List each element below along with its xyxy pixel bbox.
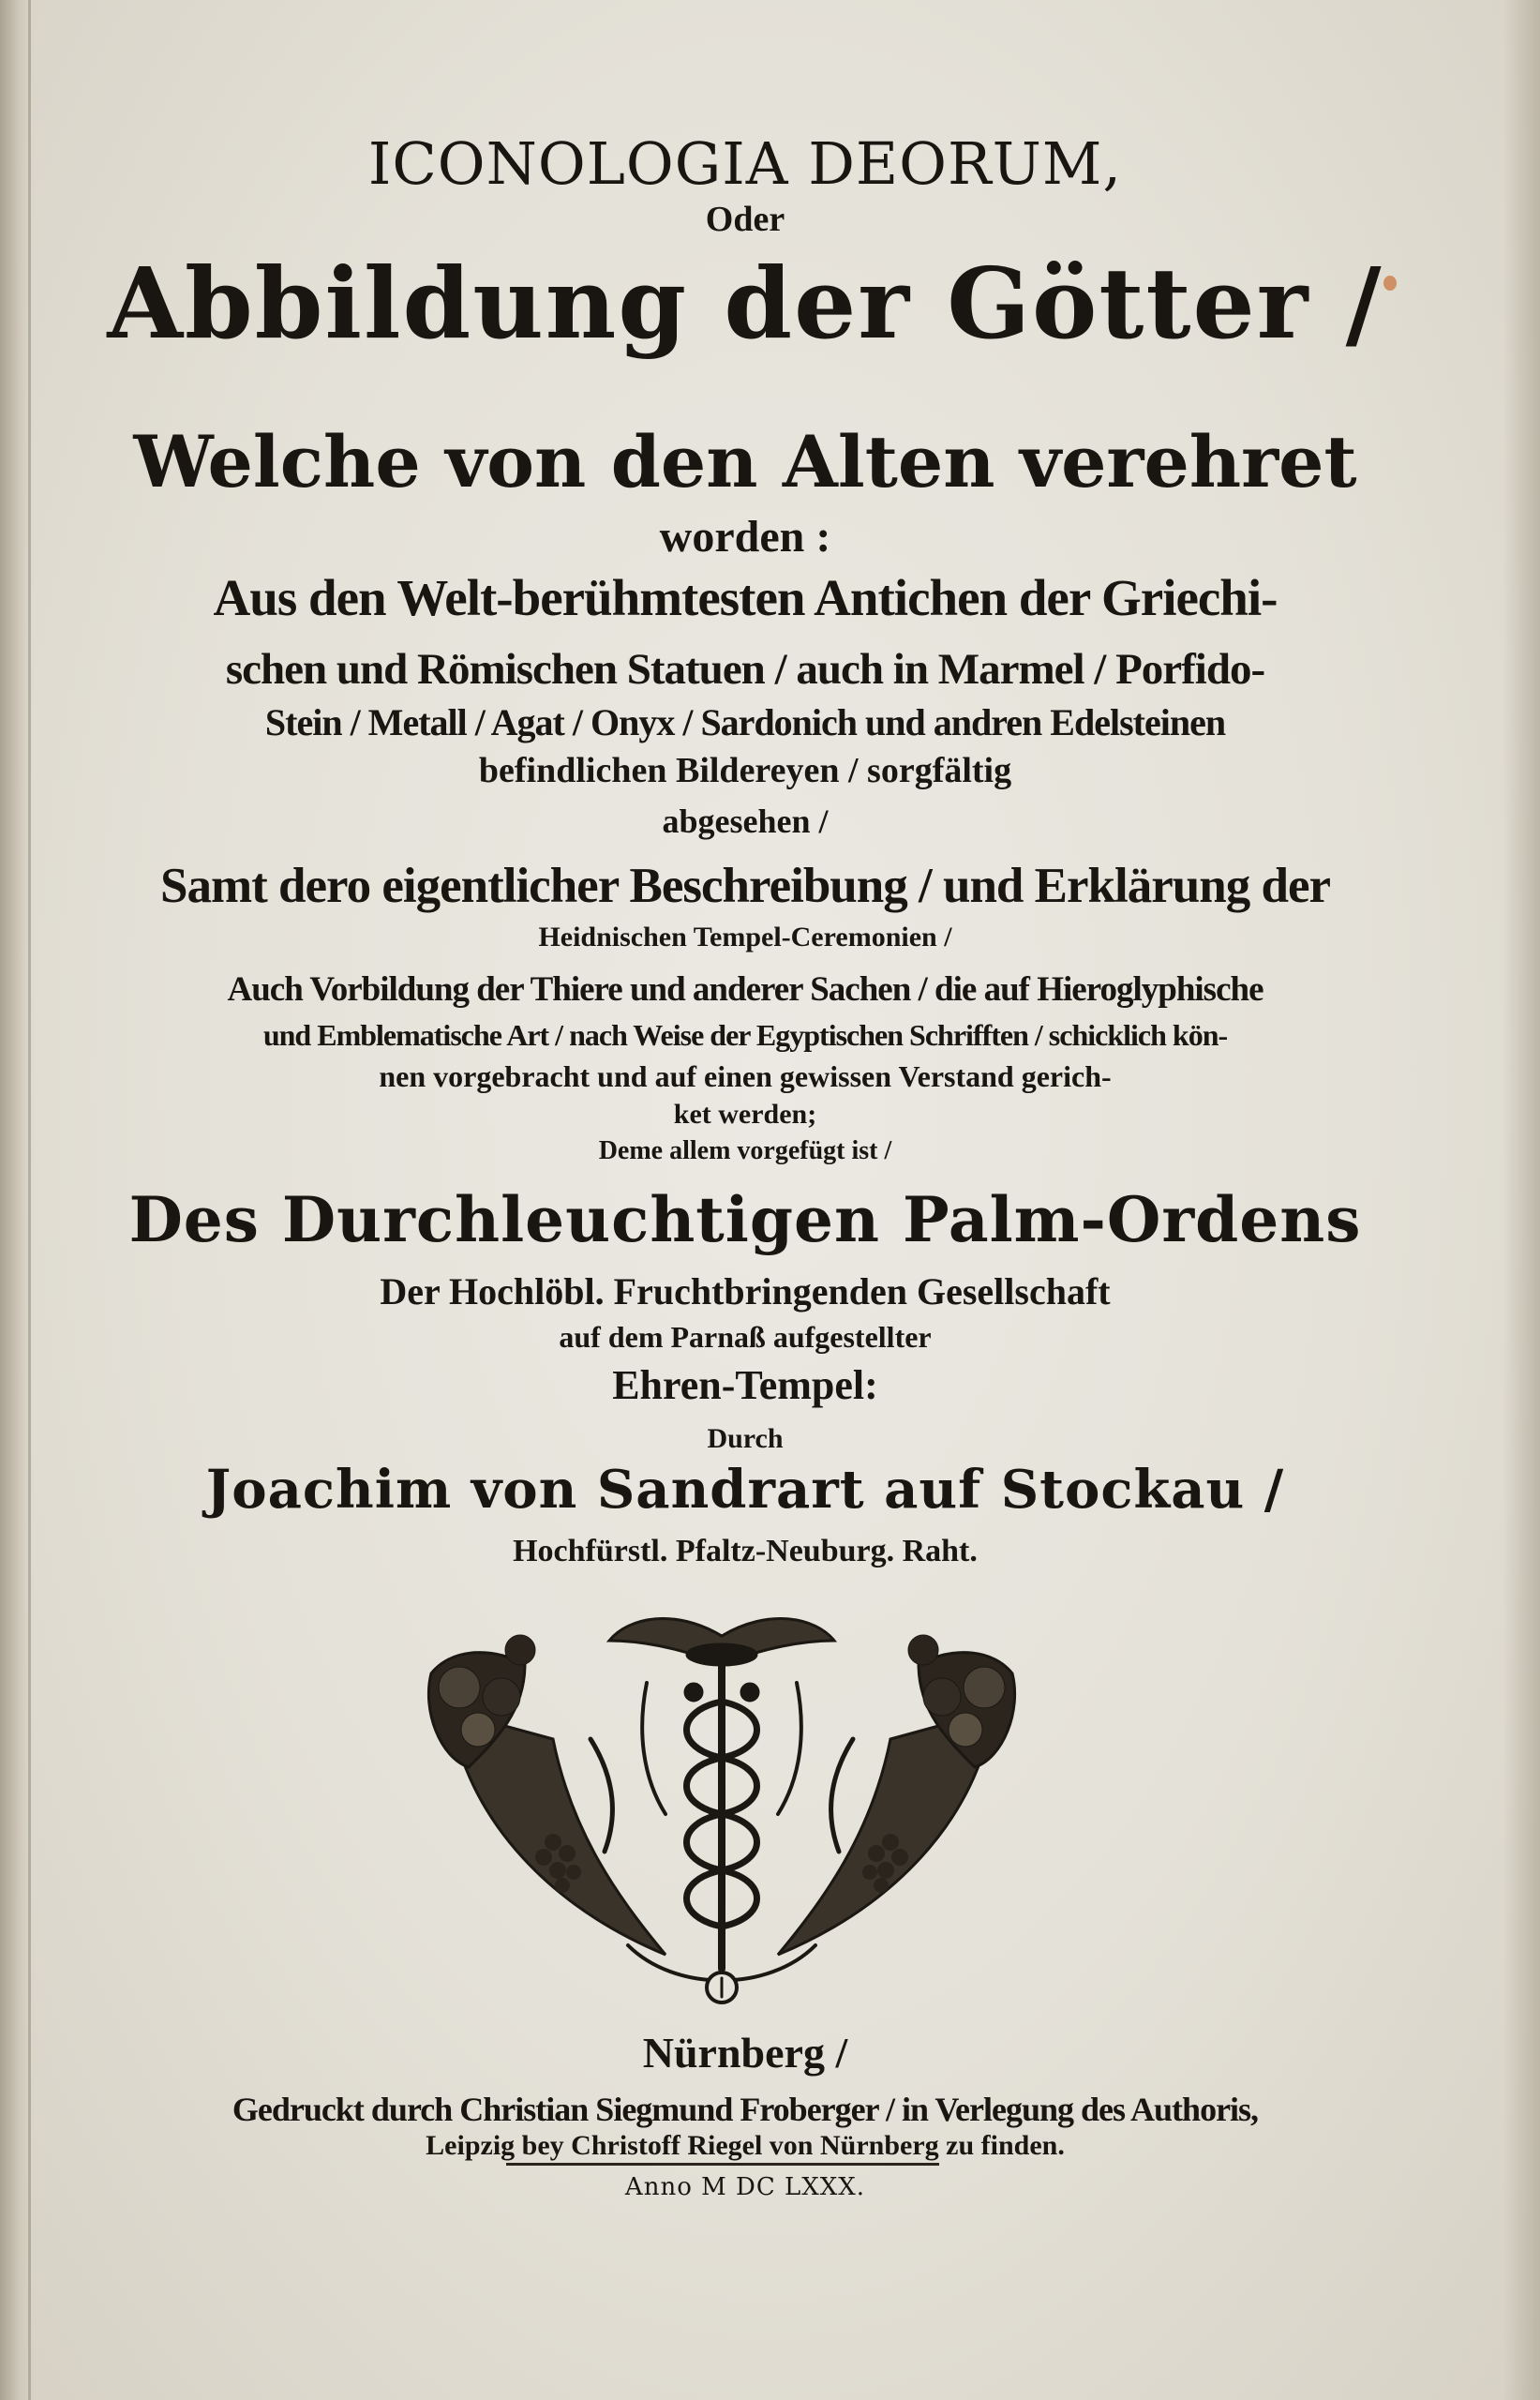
temple-line: Ehren-Tempel: bbox=[612, 1362, 878, 1408]
parnassus-line: auf dem Parnaß aufgestellter bbox=[559, 1320, 932, 1354]
body-line-11: ket werden; bbox=[673, 1099, 817, 1130]
page-edge-shadow bbox=[1503, 0, 1540, 2400]
society-line: Der Hochlöbl. Fruchtbringenden Gesellschaft bbox=[380, 1270, 1111, 1312]
body-line-8: Auch Vorbildung der Thiere und anderer Sachen / die auf Hieroglyphische bbox=[227, 970, 1263, 1009]
body-line-1: Aus den Welt-berühmtesten Antichen der Griechi- bbox=[213, 569, 1278, 626]
page-gutter-shadow bbox=[0, 0, 32, 2400]
dedication-intro: Deme allem vorgefügt ist / bbox=[598, 1136, 892, 1165]
body-line-2: schen und Römischen Statuen / auch in Marmel / Porfido- bbox=[225, 645, 1265, 694]
durch-line: Durch bbox=[707, 1423, 784, 1454]
main-title: Abbildung der Götter / bbox=[107, 246, 1383, 361]
subtitle-line-2: worden : bbox=[659, 512, 831, 562]
palm-order-title: Des Durchleuchtigen Palm-Ordens bbox=[128, 1183, 1362, 1256]
imprint-city: Nürnberg / bbox=[642, 2029, 848, 2077]
body-line-9: und Emblematische Art / nach Weise der Egyptischen Schrifften / schicklich kön- bbox=[262, 1018, 1228, 1052]
body-line-3: Stein / Metall / Agat / Onyx / Sardonich und andren Edelsteinen bbox=[264, 701, 1226, 743]
body-line-4: befindlichen Bildereyen / sorgfältig bbox=[478, 751, 1012, 790]
imprint-seller: Leipzig bey Christoff Riegel von Nürnberg zu finden. bbox=[426, 2130, 1065, 2161]
body-line-5: abgesehen / bbox=[662, 802, 829, 840]
page-fold-line bbox=[28, 0, 31, 2400]
author-title: Hochfürstl. Pfaltz-Neuburg. Raht. bbox=[513, 1534, 978, 1568]
imprint-printer: Gedruckt durch Christian Siegmund Froberger / in Verlegung des Authoris, bbox=[232, 2091, 1259, 2128]
body-line-10: nen vorgebracht und auf einen gewissen Verstand gerich- bbox=[379, 1059, 1112, 1093]
author-name: Joachim von Sandrart auf Stockau / bbox=[205, 1459, 1285, 1521]
oder-line: Oder bbox=[705, 200, 785, 239]
subtitle-line-1: Welche von den Alten verehret bbox=[133, 420, 1357, 503]
imprint-rule bbox=[506, 2163, 939, 2166]
caduceus-cornucopia-vignette-icon bbox=[412, 1598, 1031, 2011]
body-line-6: Samt dero eigentlicher Beschreibung / und Erklärung der bbox=[159, 859, 1330, 913]
imprint-year: Anno M DC LXXX. bbox=[624, 2173, 866, 2201]
body-line-7: Heidnischen Tempel-Ceremonien / bbox=[538, 922, 952, 952]
latin-title: ICONOLOGIA DEORUM, bbox=[367, 129, 1123, 198]
